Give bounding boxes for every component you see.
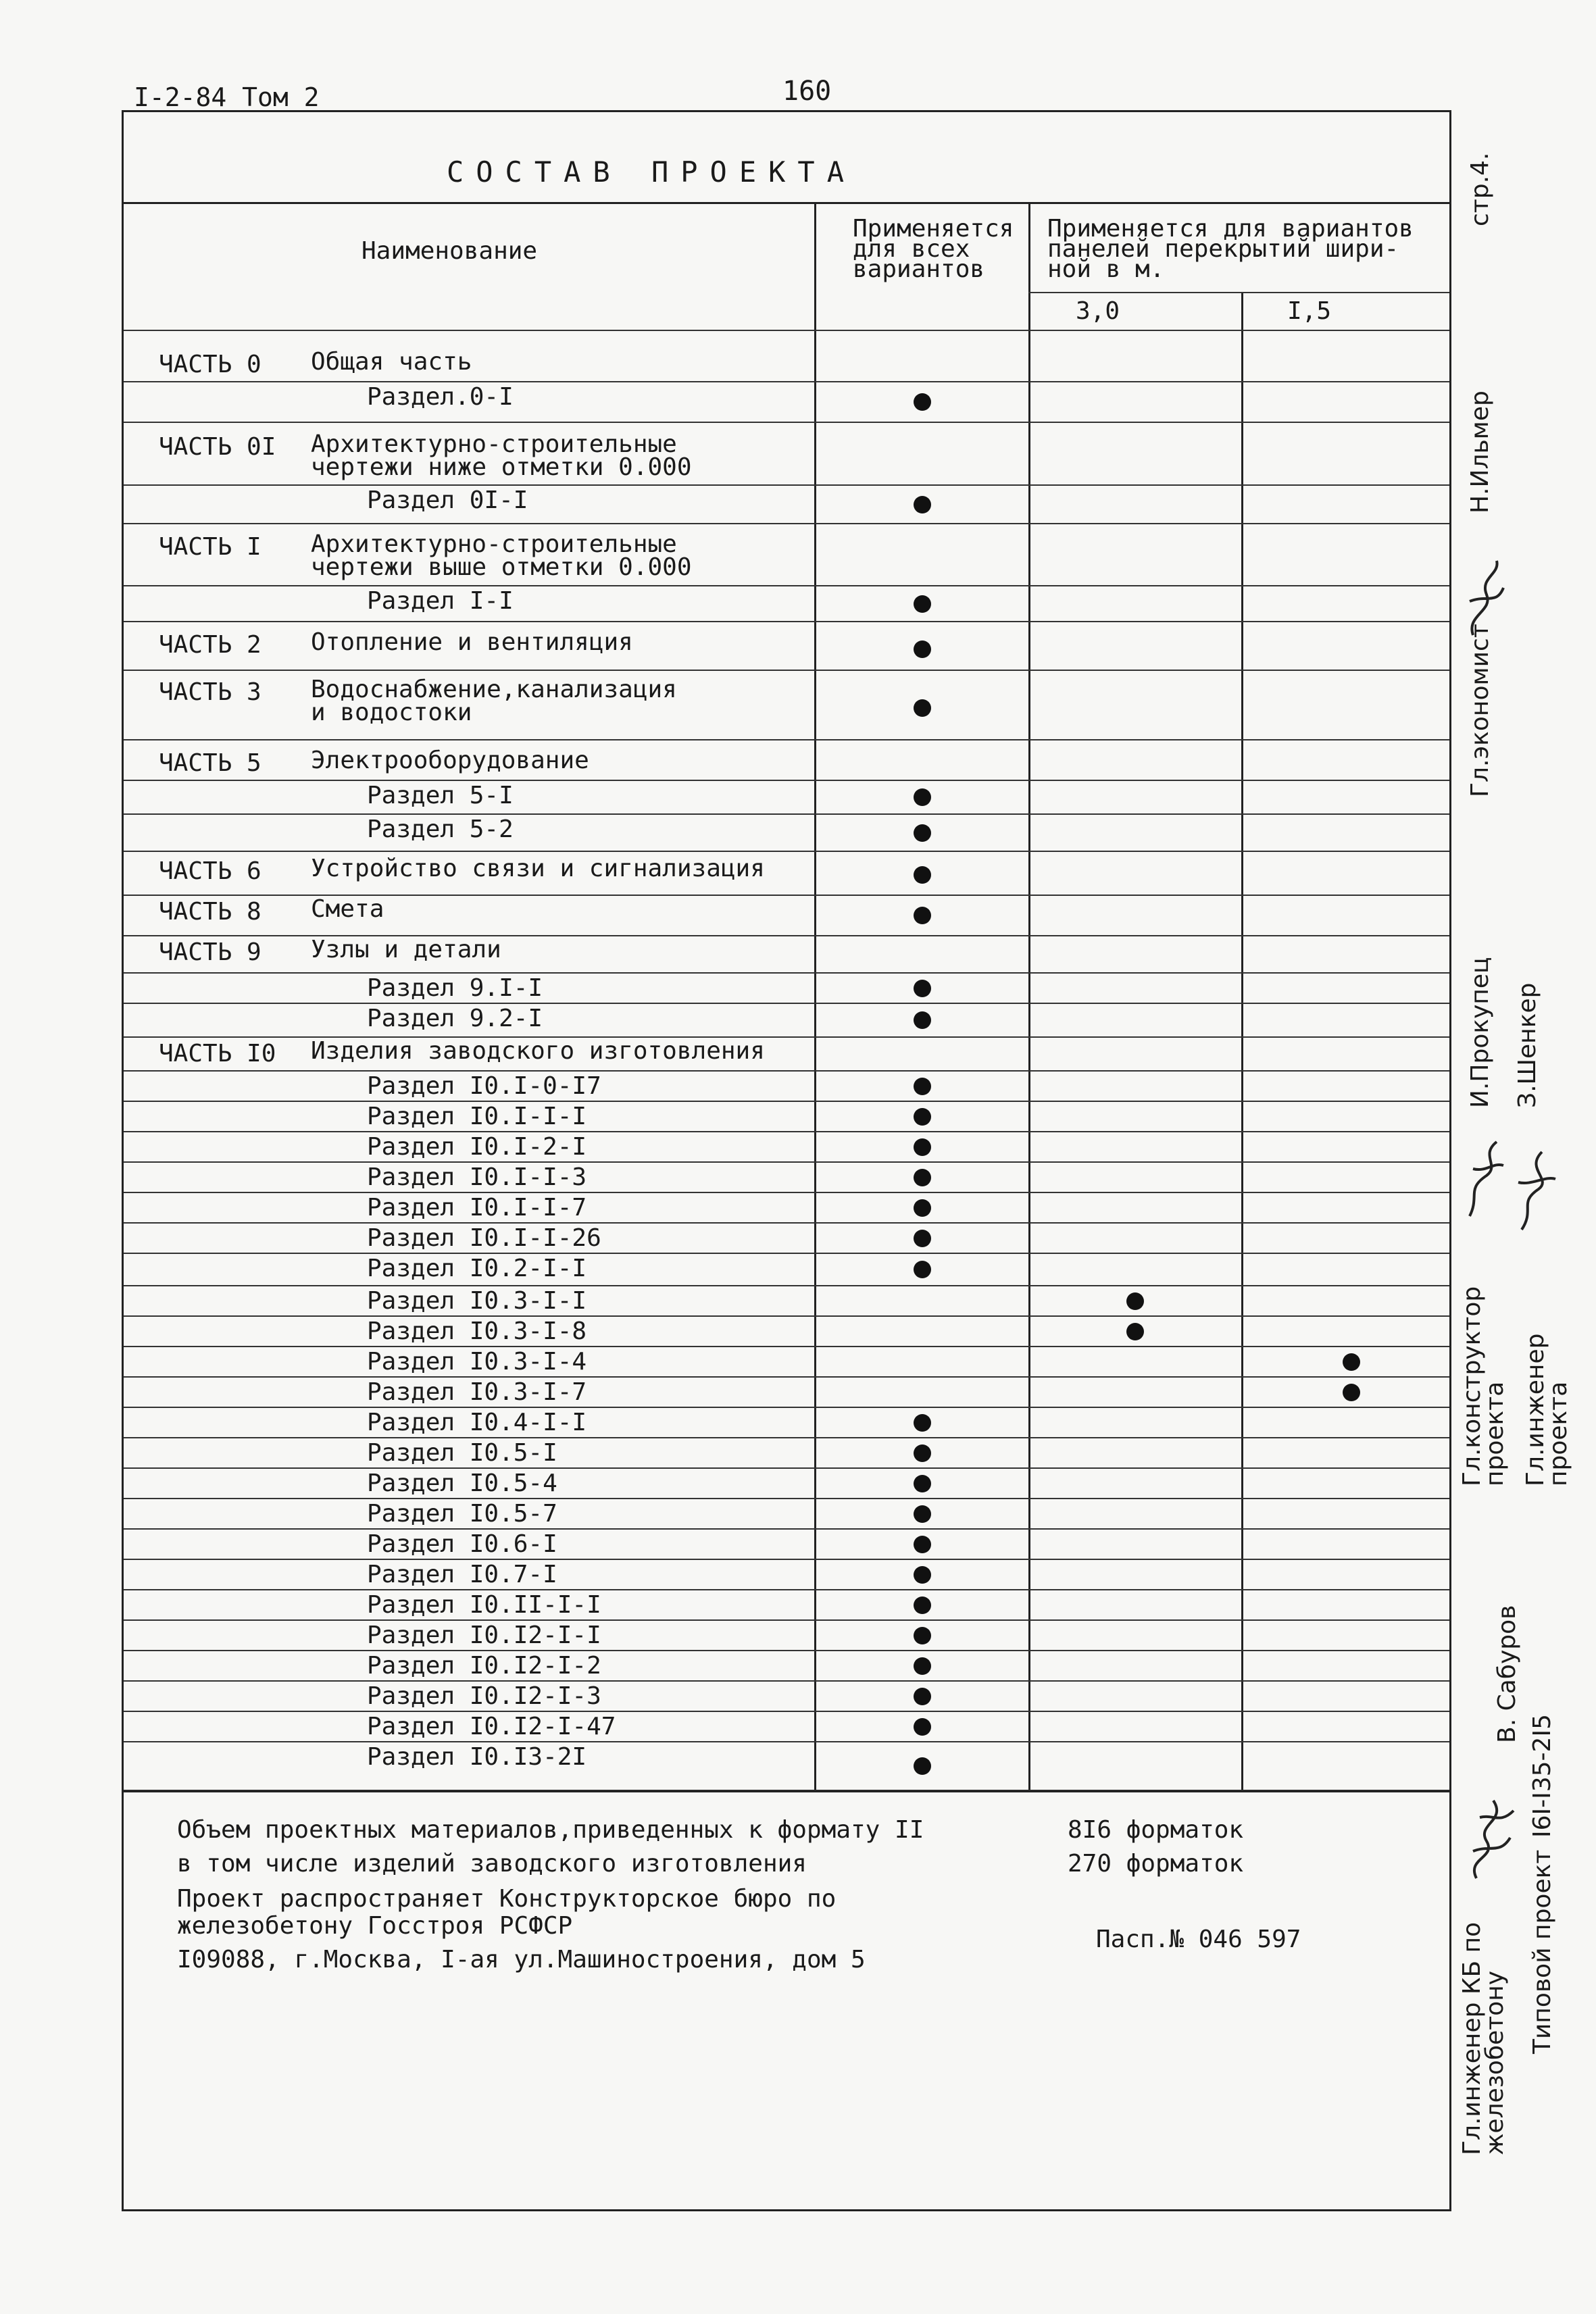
part-label: ЧАСТЬ I (159, 533, 261, 561)
section-label: Раздел I0.I-I-26 (367, 1224, 601, 1252)
applicability-dot (1343, 1353, 1360, 1371)
table-row (124, 348, 1449, 382)
document-reference: I-2-84 Том 2 (134, 82, 320, 112)
stamp-kb-engineer-title-line1: Гл.инженер КБ по (1458, 1921, 1486, 2155)
column-header-variants-line2: панелей перекрытий шири- (1047, 235, 1399, 263)
table-row (124, 586, 1449, 622)
part-name: Отопление и вентиляция (311, 628, 633, 656)
applicability-dot (914, 1011, 931, 1029)
table-row (124, 1192, 1449, 1223)
column-header-all-line1: Применяется (853, 215, 1014, 243)
section-label: Раздел 5-I (367, 782, 514, 809)
part-label: ЧАСТЬ 5 (159, 749, 261, 777)
table-row (124, 1620, 1449, 1651)
stamp-kb-engineer-name: В. Сабуров (1493, 1605, 1521, 1743)
table-row (124, 1590, 1449, 1620)
applicability-dot (914, 1169, 931, 1186)
section-label: Раздел I0.I2-I-I (367, 1621, 601, 1649)
table-row (124, 1162, 1449, 1192)
table-row (124, 1711, 1449, 1742)
applicability-dot (914, 1657, 931, 1675)
applicability-dot (914, 699, 931, 717)
applicability-dot (914, 595, 931, 613)
table-row (124, 1499, 1449, 1529)
part-name: Узлы и детали (311, 936, 501, 963)
section-label: Раздел I0.I2-I-3 (367, 1682, 601, 1710)
table-row (124, 1438, 1449, 1468)
applicability-dot (914, 1627, 931, 1644)
table-row (124, 1003, 1449, 1037)
stamp-constructor-title-line1: Гл.конструктор (1458, 1286, 1486, 1486)
applicability-dot (1343, 1384, 1360, 1401)
part-label: ЧАСТЬ 2 (159, 631, 261, 659)
signature-constructor (1460, 1135, 1514, 1223)
section-label: Раздел I0.II-I-I (367, 1591, 601, 1619)
stamp-divider (1449, 112, 1451, 2209)
stamp-kb-engineer-title-line2: железобетону (1481, 1970, 1509, 2155)
table-row (124, 1407, 1449, 1438)
table-row (124, 1037, 1449, 1071)
part-name: Смета (311, 895, 384, 923)
table-row (124, 1377, 1449, 1407)
section-label: Раздел I0.I2-I-47 (367, 1713, 616, 1740)
section-label: Раздел I0.I-I-3 (367, 1163, 587, 1191)
table-row (124, 1101, 1449, 1132)
table-row (124, 430, 1449, 485)
table-row (124, 1253, 1449, 1286)
distributor-address: I09088, г.Москва, I-ая ул.Машиностроения, дом 5 (177, 1946, 866, 1973)
applicability-dot (914, 1078, 931, 1095)
table-row (124, 485, 1449, 524)
distributor-line1: Проект распространяет Конструкторское бюро по (177, 1885, 837, 1913)
section-label: Раздел I0.2-I-I (367, 1255, 587, 1282)
section-label: Раздел I0.3-I-I (367, 1287, 587, 1315)
stamp-engineer-title-line1: Гл.инженер (1522, 1333, 1549, 1486)
stamp-page-label: стр.4. (1466, 152, 1494, 226)
column-header-variants-line3: ной в м. (1047, 255, 1165, 283)
stamp-constructor-name: И.Прокупец (1466, 957, 1494, 1108)
variant-header-1-5: I,5 (1287, 297, 1332, 325)
stamp-engineer-name: З.Шенкер (1514, 982, 1541, 1108)
table-row (124, 1223, 1449, 1253)
section-label: Раздел I0.5-7 (367, 1500, 557, 1528)
section-label: Раздел I0.3-I-8 (367, 1317, 587, 1345)
part-label: ЧАСТЬ 8 (159, 898, 261, 926)
applicability-dot (914, 980, 931, 997)
part-name: Изделия заводского изготовления (311, 1037, 765, 1065)
section-label: Раздел I0.5-4 (367, 1469, 557, 1497)
page-number: 160 (782, 76, 832, 107)
part-label: ЧАСТЬ 0 (159, 351, 261, 378)
signature-engineer (1508, 1142, 1562, 1236)
applicability-dot (914, 393, 931, 411)
section-label: Раздел I0.5-I (367, 1439, 557, 1467)
part-name: Архитектурно-строительные (311, 430, 677, 458)
applicability-dot (914, 1261, 931, 1278)
stamp-economist-title: Гл.экономист (1466, 624, 1494, 797)
applicability-dot (914, 1757, 931, 1775)
summary-volume-value: 8I6 форматок (1068, 1816, 1244, 1844)
table-row (124, 676, 1449, 740)
table-row (124, 1286, 1449, 1316)
stamp-project-number: I6I-I35-2I5 (1528, 1714, 1556, 1838)
passport-number: Пасп.№ 046 597 (1096, 1926, 1301, 1953)
part-label: ЧАСТЬ 6 (159, 857, 261, 885)
stamp-economist-name: Н.Ильмер (1466, 391, 1494, 513)
applicability-dot (1126, 1323, 1144, 1340)
row-divider (124, 739, 1449, 740)
applicability-dot (914, 1230, 931, 1247)
table-row (124, 1071, 1449, 1101)
applicability-dot (914, 1108, 931, 1126)
section-label: Раздел I0.3-I-4 (367, 1348, 587, 1376)
header-divider (1028, 292, 1449, 293)
part-name: Устройство связи и сигнализация (311, 855, 765, 882)
applicability-dot (914, 496, 931, 513)
table-row (124, 1559, 1449, 1590)
summary-divider (124, 1790, 1449, 1792)
applicability-dot (914, 866, 931, 884)
table-row (124, 936, 1449, 973)
distributor-line2: железобетону Госстроя РСФСР (177, 1912, 573, 1940)
column-header-name: Наименование (361, 237, 538, 265)
summary-factory-label: в том числе изделий заводского изготовления (177, 1850, 807, 1878)
title-bar (124, 112, 1449, 204)
column-header-all-line3: вариантов (853, 255, 985, 283)
table-row (124, 530, 1449, 586)
applicability-dot (914, 1138, 931, 1156)
variant-header-3-0: 3,0 (1076, 297, 1120, 325)
summary-factory-value: 270 форматок (1068, 1850, 1244, 1878)
section-label: Раздел I0.I2-I-2 (367, 1652, 601, 1680)
section-label: Раздел I0.6-I (367, 1530, 557, 1558)
part-label: ЧАСТЬ 9 (159, 938, 261, 966)
table-row (124, 973, 1449, 1003)
table-row (124, 747, 1449, 780)
part-label: ЧАСТЬ I0 (159, 1040, 276, 1067)
applicability-dot (914, 1688, 931, 1705)
part-label: ЧАСТЬ 3 (159, 678, 261, 706)
section-label: Раздел I0.4-I-I (367, 1409, 587, 1436)
section-label: Раздел I0.3-I-7 (367, 1378, 587, 1406)
applicability-dot (1126, 1292, 1144, 1310)
table-row (124, 382, 1449, 422)
header-divider (124, 330, 1449, 331)
table-row (124, 1651, 1449, 1681)
page-title: СОСТАВ ПРОЕКТА (446, 155, 856, 188)
section-label: Раздел I0.I-0-I7 (367, 1072, 601, 1100)
row-divider (124, 621, 1449, 622)
section-label: Раздел 9.I-I (367, 974, 543, 1002)
applicability-dot (914, 1566, 931, 1584)
applicability-dot (914, 824, 931, 842)
row-divider (124, 851, 1449, 852)
table-row (124, 1316, 1449, 1347)
table-row (124, 1132, 1449, 1162)
table-row (124, 1742, 1449, 1790)
part-name: и водостоки (311, 699, 472, 726)
section-label: Раздел I0.I-I-I (367, 1103, 587, 1130)
table-row (124, 628, 1449, 670)
applicability-dot (914, 1475, 931, 1492)
section-label: Раздел I0.7-I (367, 1561, 557, 1588)
summary-volume-label: Объем проектных материалов,приведенных к формату II (177, 1816, 924, 1844)
applicability-dot (914, 1718, 931, 1736)
section-label: Раздел I0.I-2-I (367, 1133, 587, 1161)
part-name: чертежи ниже отметки 0.000 (311, 453, 692, 481)
part-name: Общая часть (311, 348, 472, 376)
part-label: ЧАСТЬ 0I (159, 433, 276, 461)
part-name: Архитектурно-строительные (311, 530, 677, 558)
signature-kb-engineer (1460, 1790, 1520, 1885)
table-row (124, 1347, 1449, 1377)
row-divider (124, 422, 1449, 423)
applicability-dot (914, 1505, 931, 1523)
table-row (124, 814, 1449, 851)
part-name: Водоснабжение,канализация (311, 676, 677, 703)
applicability-dot (914, 1536, 931, 1553)
applicability-dot (914, 788, 931, 806)
part-name: Электрооборудование (311, 747, 589, 774)
stamp-engineer-title-line2: проекта (1545, 1381, 1572, 1486)
applicability-dot (914, 1444, 931, 1462)
column-header-all-line2: для всех (853, 235, 970, 263)
signature-economist (1460, 547, 1514, 642)
section-label: Раздел 9.2-I (367, 1005, 543, 1032)
applicability-dot (914, 640, 931, 658)
applicability-dot (914, 1414, 931, 1432)
applicability-dot (914, 1199, 931, 1217)
section-label: Раздел I-I (367, 587, 514, 615)
applicability-dot (914, 1596, 931, 1614)
row-divider (124, 523, 1449, 524)
row-divider (124, 670, 1449, 671)
column-header-variants-line1: Применяется для вариантов (1047, 215, 1414, 243)
stamp-constructor-title-line2: проекта (1481, 1381, 1509, 1486)
stamp-project-type: Типовой проект (1528, 1849, 1556, 2054)
table-row (124, 855, 1449, 895)
part-name: чертежи выше отметки 0.000 (311, 553, 692, 581)
applicability-dot (914, 907, 931, 924)
section-label: Раздел.0-I (367, 383, 514, 411)
table-row (124, 895, 1449, 936)
table-row (124, 1468, 1449, 1499)
table-row (124, 1681, 1449, 1711)
table-row (124, 780, 1449, 814)
section-label: Раздел 5-2 (367, 815, 514, 843)
table-row (124, 1529, 1449, 1559)
section-label: Раздел 0I-I (367, 486, 528, 514)
section-label: Раздел I0.I3-2I (367, 1743, 587, 1771)
section-label: Раздел I0.I-I-7 (367, 1194, 587, 1222)
